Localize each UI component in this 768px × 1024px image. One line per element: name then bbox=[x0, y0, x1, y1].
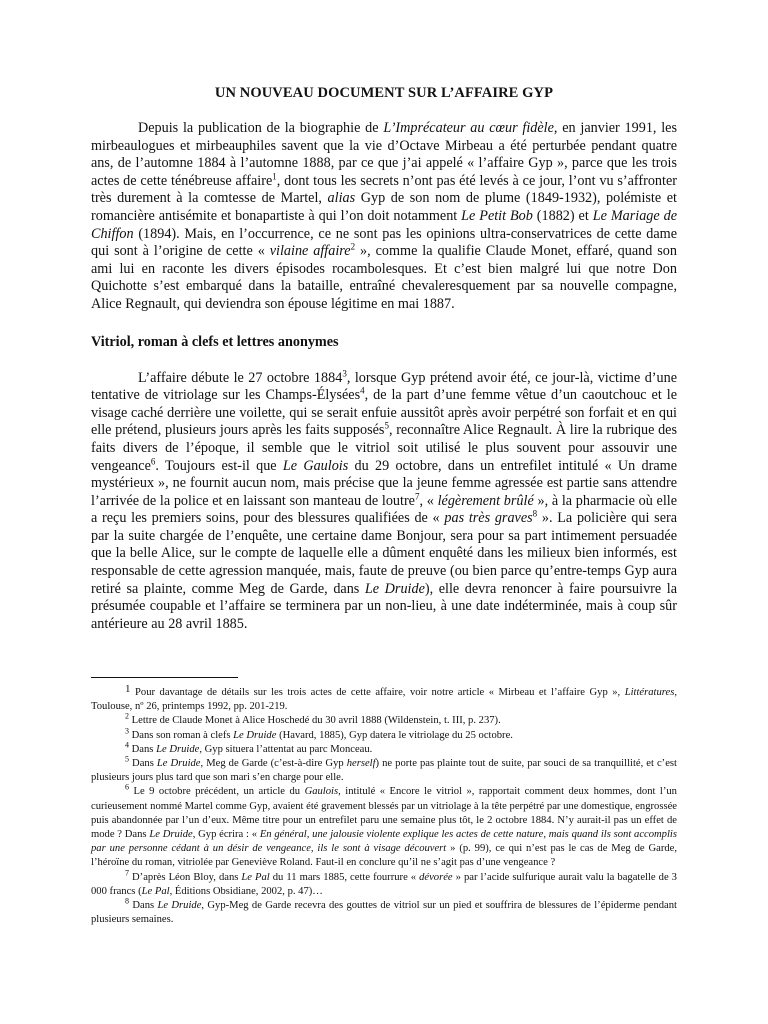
newspaper-title: Le Pal bbox=[241, 871, 270, 883]
newspaper-title: Le Pal bbox=[141, 885, 170, 897]
text: Dans bbox=[129, 743, 157, 755]
footnote-ref: 5 bbox=[384, 420, 389, 431]
text: Gyp de son nom de plume (1849-1932), polémiste et romancière antisémite et bonapartiste à qui l’on doit notamment bbox=[91, 190, 678, 224]
section-heading: Vitriol, roman à clefs et lettres anonymes bbox=[91, 333, 339, 350]
text: Pour davantage de détails sur les trois actes de cette affaire, voir notre article « Mirbeau et l’affaire Gyp », bbox=[130, 687, 625, 698]
newspaper-title: Le Gaulois bbox=[282, 457, 349, 474]
text: , Gyp-Meg de Garde recevra des gouttes de vitriol sur un pied et souffrira de blessures de l’épiderme pendant plusieurs semaines. bbox=[91, 900, 677, 926]
book-title: Le Druide bbox=[157, 900, 202, 912]
article-body bbox=[91, 85, 677, 633]
book-title: Le Mariage de Chiffon bbox=[91, 207, 677, 242]
italic-quote: vilaine affaire bbox=[269, 243, 351, 260]
book-title: Le Druide bbox=[156, 758, 201, 770]
footnote-6 bbox=[91, 782, 678, 870]
book-title: Le Druide bbox=[233, 729, 277, 741]
text: (1882) et bbox=[532, 207, 593, 224]
journal-title: Littératures bbox=[624, 687, 675, 698]
italic-quote: légèrement brûlé bbox=[437, 492, 534, 509]
footnote-number: 7 bbox=[125, 868, 129, 878]
text: », comme la qualifie Claude Monet, effaré, quand son ami lui en raconte les divers épisodes rocambolesques. Et c’est bien malgré lui que notre Don Quichotte s’est embarqué dans la bataille, entraîné chevaleresquement par sa nouvelle compagne, Alice Regnault, qui deviendra son épouse légitime en mai 1887. bbox=[91, 243, 677, 312]
footnote-ref: 4 bbox=[360, 385, 365, 396]
book-title: Le Druide bbox=[156, 743, 200, 755]
footnote-4 bbox=[91, 740, 677, 757]
footnote-number: 6 bbox=[125, 782, 129, 792]
text: L’affaire débute le 27 octobre 1884 bbox=[138, 369, 343, 386]
text: ) ne porte pas plainte tout de suite, par souci de sa tranquillité, et c’est plusieurs jours plus tard que son mari s’en charge pour elle. bbox=[91, 758, 677, 784]
text: , Meg de Garde (c’est-à-dire Gyp bbox=[200, 758, 347, 770]
text: , de la part d’une femme vêtue d’un caoutchouc et le visage caché derrière une voilette, qui se serait enfuie aussitôt après avoir perpétré son forfait et en qui elle prétend, plusieurs jours après les faits supposés bbox=[91, 387, 677, 439]
footnote-8 bbox=[91, 896, 677, 927]
italic-text: alias bbox=[327, 190, 356, 207]
book-title: Le Druide bbox=[364, 580, 425, 597]
italic-quote: En général, une jalousie violente explique les actes de cette nature, mais quand ils sont accomplis par une personne cédant à un désir de vengeance, ils le sont à visage découvert bbox=[91, 829, 677, 855]
footnote-number: 5 bbox=[125, 754, 129, 764]
footnotes bbox=[91, 677, 677, 927]
footnote-separator bbox=[91, 677, 238, 678]
text: ), elle devra renoncer à faire poursuivre la présumée coupable et l’affaire se terminera par un non-lieu, à une date indéterminée, mais à coup sûr antérieure au 28 avril 1885. bbox=[91, 580, 678, 632]
text: Le 9 octobre précédent, un article du bbox=[129, 786, 305, 798]
text: (Havard, 1885), Gyp datera le vitriolage du 25 octobre. bbox=[276, 729, 513, 741]
text: », à la pharmacie où elle a reçu les premiers soins, pour des blessures qualifiées de « bbox=[91, 492, 677, 527]
text: , intitulé « Encore le vitriol », rapportait comment deux hommes, dont l’un curieusement nommé Martel comme Gyp, avaient été gravement blessés par un vitriolage à la tête perpétré par une domestique, engrossée puis abandonnée par l’un d’eux. Même titre pour un entrefilet paru une semaine plus tôt, le 2 octobre 1884. N’y aurait-il pas un effet de mode ? Dans bbox=[91, 786, 677, 841]
text: , en janvier 1991, les mirbeaulogues et mirbeauphiles savent que la vie d’Octave Mirbeau a été perturbée pendant quatre ans, de l’automne 1884 à l’automne 1888, par ce que j’ai appelé « l’affaire Gyp », parce que les trois actes de cette ténébreuse affaire bbox=[91, 120, 677, 189]
text: (1894). Mais, en l’occurrence, ce ne sont pas les opinions ultra-conservatrices de cette dame qui sont à l’origine de cette « bbox=[91, 225, 677, 260]
text: , reconnaître Alice Regnault. À lire la rubrique des faits divers de l’époque, il semble que le vitriol soit utilisé le plus souvent pour assouvir une vengeance bbox=[91, 422, 677, 474]
text: . Toujours est-il que bbox=[155, 457, 283, 474]
page-title: UN NOUVEAU DOCUMENT SUR L’AFFAIRE GYP bbox=[214, 85, 554, 101]
italic-quote: pas très graves bbox=[444, 510, 533, 527]
footnote-1 bbox=[91, 682, 677, 714]
text: , Toulouse, nº 26, printemps 1992, pp. 201-219. bbox=[91, 687, 677, 713]
text: , Éditions Obsidiane, 2002, p. 47)… bbox=[169, 885, 323, 897]
footnote-ref: 8 bbox=[532, 508, 538, 519]
paragraph-affair bbox=[91, 367, 678, 634]
text: Dans son roman à clefs bbox=[129, 729, 234, 741]
text: , Gyp situera l’attentat au parc Monceau. bbox=[199, 743, 373, 755]
text: , « bbox=[419, 492, 438, 509]
italic-quote: dévorée bbox=[419, 871, 453, 883]
footnote-number: 2 bbox=[125, 711, 129, 721]
newspaper-title: Gaulois bbox=[304, 786, 339, 798]
text: , lorsque Gyp prétend avoir été, ce jour-là, victime d’une tentative de vitriolage sur les Champs-Élysées bbox=[91, 369, 678, 404]
footnote-ref: 1 bbox=[272, 171, 277, 182]
footnote-number: 3 bbox=[125, 726, 129, 736]
footnote-2 bbox=[91, 711, 677, 728]
text: Lettre de Claude Monet à Alice Hoschedé du 30 avril 1888 (Wildenstein, t. III, p. 237). bbox=[129, 715, 501, 727]
text: du 29 octobre, dans un entrefilet intitulé « Un drame mystérieux », ne fournit aucun nom, mais précise que la jeune femme agressée est partie sans attendre l’arrivée de la police et en laissant son manteau de loutre bbox=[91, 457, 677, 509]
text: du 11 mars 1885, cette fourrure « bbox=[269, 871, 420, 883]
footnote-number: 8 bbox=[125, 896, 129, 906]
book-title: Le Petit Bob bbox=[461, 207, 533, 224]
text: , dont tous les secrets n’ont pas été levés à ce jour, l’ont vu s’affronter très durement à la comtesse de Martel, bbox=[91, 172, 677, 207]
footnote-ref: 2 bbox=[350, 241, 356, 252]
text: ». La policière qui sera par la suite chargée de l’enquête, une certaine dame Bonjour, sera pour sa part intimement persuadée que la belle Alice, sur le compte de laquelle elle a dûment enquêté dans les milieux bien informés, est responsable de cette agression manquée, mais, faute de preuve (ou bien parce qu’entre-temps Gyp aura retiré sa plainte, comme Meg de Garde, dans bbox=[91, 510, 678, 597]
paragraph-intro bbox=[91, 120, 677, 314]
footnote-number: 4 bbox=[125, 740, 129, 750]
italic-text: herself bbox=[346, 758, 376, 770]
text: » (p. 99), ce qui n’est pas le cas de Meg de Garde, l’héroïne du roman, vitriolée par Geneviève Roland. Faut-il en conclure qu’il ne s’agit pas d’une vengeance ? bbox=[91, 843, 678, 869]
footnote-number: 1 bbox=[125, 683, 131, 695]
footnote-ref: 3 bbox=[342, 367, 347, 378]
text: » par l’acide sulfurique aurait valu la bagatelle de 3 000 francs ( bbox=[91, 871, 677, 897]
book-title: Le Druide bbox=[149, 829, 193, 841]
footnote-ref: 7 bbox=[414, 490, 420, 501]
footnote-7 bbox=[91, 868, 677, 899]
text: , Gyp écrira : « bbox=[192, 829, 260, 841]
book-title: L’Imprécateur au cœur fidèle bbox=[383, 120, 554, 136]
text: Depuis la publication de la biographie de bbox=[138, 120, 384, 136]
text: Dans bbox=[129, 758, 157, 770]
footnote-ref: 6 bbox=[150, 455, 156, 466]
footnote-5 bbox=[91, 754, 677, 785]
text: Dans bbox=[129, 900, 158, 912]
text: D’après Léon Bloy, dans bbox=[129, 871, 242, 883]
footnote-3 bbox=[91, 726, 677, 743]
